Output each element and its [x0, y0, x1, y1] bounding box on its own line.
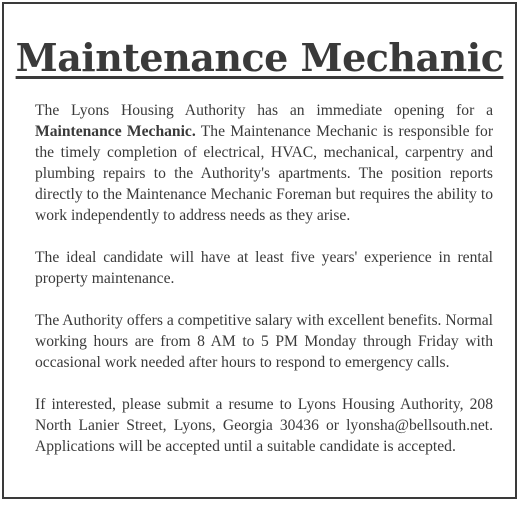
ad-paragraph-requirements: The ideal candidate will have at least five years' experience in rental property maintenance. [35, 249, 493, 287]
ad-paragraph-benefits: The Authority offers a competitive salary with excellent benefits. Normal working hours are from 8 AM to 5 PM Monday through Friday with occasional work needed after hours to respond to emergency calls. [35, 312, 493, 371]
opening-text-end: The Maintenance Mechanic is responsible for the timely completion of electrical, HVAC, mechanical, carpentry and plumbing repairs to the Authority's apartments. The position reports directly to the Maintenance Mechanic Foreman but requires the ability to work independently to address needs as they arise. [35, 123, 494, 224]
job-title-emphasis: Maintenance Mechanic. [35, 123, 196, 140]
ad-title: Maintenance Mechanic [15, 35, 504, 80]
ad-paragraph-opening [35, 100, 493, 226]
job-ad-frame [2, 2, 517, 499]
ad-body [35, 100, 493, 457]
opening-text-start: The Lyons Housing Authority has an immediate opening for a [35, 102, 493, 119]
ad-paragraph-application: If interested, please submit a resume to Lyons Housing Authority, 208 North Lanier Street, Lyons, Georgia 30436 or lyonsha@bellsouth.net. Applications will be accepted until a suitable candidate is accepted. [35, 396, 493, 455]
